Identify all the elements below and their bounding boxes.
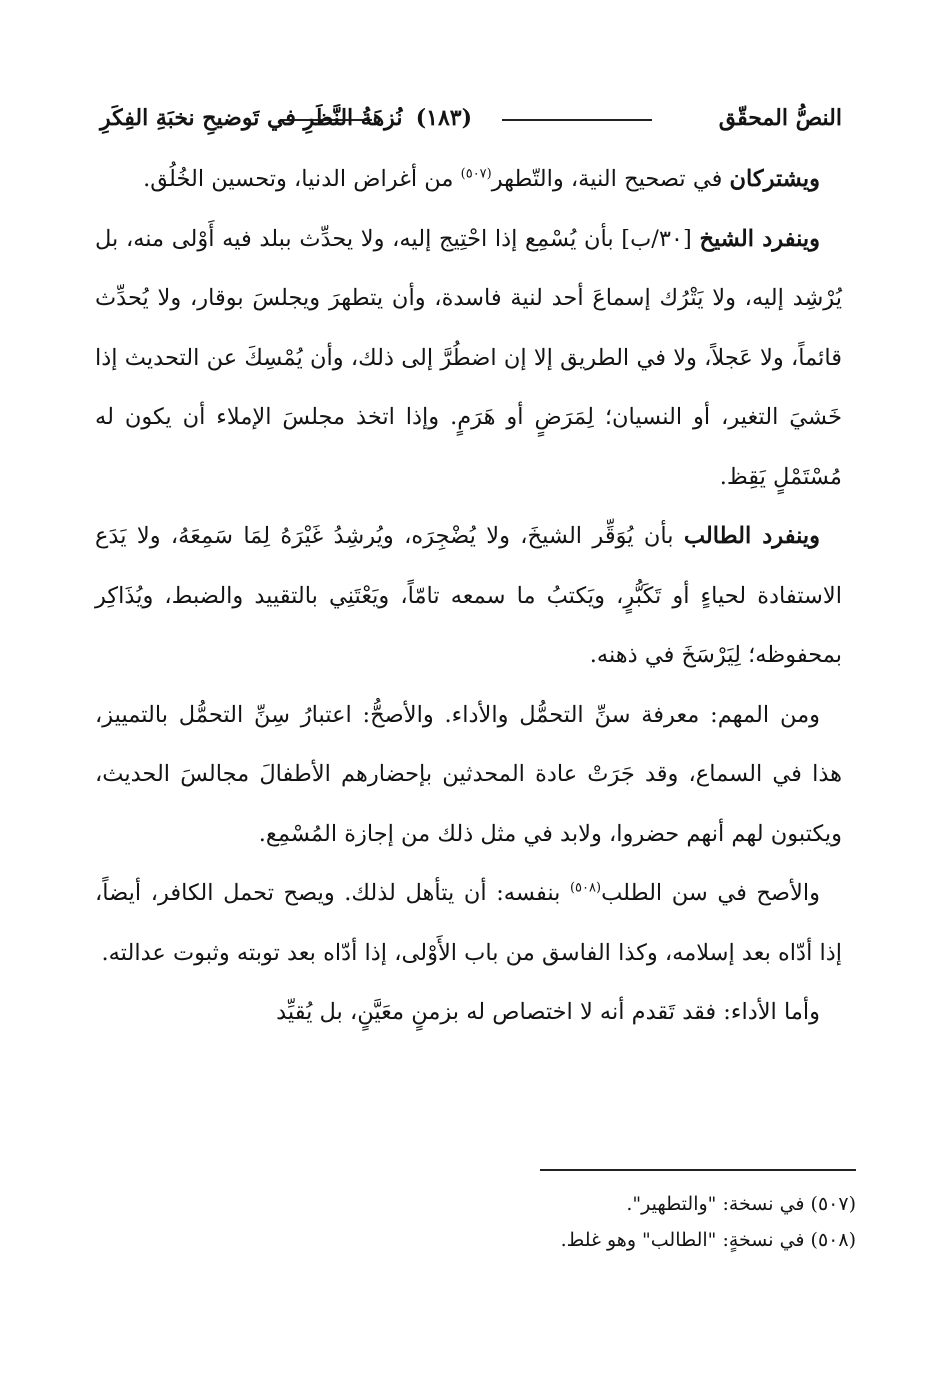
footnotes: [256, 1186, 856, 1258]
paragraph: [95, 150, 842, 210]
paragraph-lead: وينفرد الشيخ: [699, 225, 821, 252]
book-title: نُزهَةُ النَّظَرِ في تَوضيحِ نخبَةِ الفِكَرِ: [100, 105, 403, 131]
footnote-separator: [540, 1169, 856, 1171]
paragraph: [95, 686, 842, 865]
paragraph: [95, 507, 842, 686]
paragraph-lead: ويشتركان: [729, 166, 820, 192]
paragraph-text: في تصحيح النية، والتّطهر: [491, 166, 730, 192]
footnote: (٥٠٧) في نسخة: "والتطهير".: [626, 1193, 856, 1215]
paragraph-text: وأما الأداء: فقد تَقدم أنه لا اختصاص له بزمنٍ معَيَّنٍ، بل يُقيِّد: [276, 999, 820, 1025]
paragraph-text: بنفسه: أن يتأهل لذلك. ويصح تحمل الكافر، أيضاً، إذا أدّاه بعد إسلامه، وكذا الفاسق من باب الأَوْلى، إذا أدّاه بعد توبته وثبوت عدالته.: [95, 880, 842, 966]
paragraph: [95, 864, 842, 983]
paragraph-lead: وينفرد الطالب: [683, 523, 820, 549]
paragraph: [95, 983, 842, 1043]
footnote-ref: (٥٠٨): [569, 880, 602, 896]
page-number: (١٨٣): [415, 105, 472, 131]
paragraph-text: من أغراض الدنيا، وتحسين الخُلُق.: [143, 166, 461, 192]
running-header: [100, 98, 842, 138]
paragraph-text: والأصح في سن الطلب: [601, 880, 820, 906]
paragraph-text: [٣٠/ب] بأن يُسْمِع إذا احْتِيج إليه، ولا يحدِّث ببلد فيه أَوْلى منه، بل يُرْشِد إليه، ولا يَتْرُك إسماعَ أحد لنية فاسدة، وأن يتطهرَ ويجلسَ بوقار، ولا يُحدِّث قائماً، ولا عَجلاً، ولا في الطريق إلا إن اضطُرَّ إلى ذلك، وأن يُمْسِكَ عن التحديث إذا خَشيَ التغير، أو النسيان؛ لِمَرَضٍ أو هَرَمٍ. وإذا اتخذ مجلسَ الإملاء أن يكون له مُسْتَمْلٍ يَقِظ.: [95, 225, 842, 490]
paragraph: [95, 210, 842, 508]
paragraph-text: بأن يُوَقِّر الشيخَ، ولا يُضْجِرَه، ويُرشِدُ غَيْرَهُ لِمَا سَمِعَهُ، ولا يَدَع الاستفادة لحياءٍ أو تَكَبُّرٍ، ويَكتبُ ما سمعه تامّاً، ويَعْتَنِي بالتقييد والضبط، ويُذَاكِر بمحفوظه؛ لِيَرْسَخَ في ذهنه.: [95, 523, 842, 668]
section-title: النصُّ المحقّق: [718, 105, 842, 131]
header-rule: [502, 119, 652, 121]
paragraph-text: ومن المهم: معرفة سنِّ التحمُّل والأداء. والأصحُّ: اعتبارُ سِنِّ التحمُّل بالتمييز، هذا في السماع، وقد جَرَتْ عادة المحدثين بإحضارهم الأطفالَ مجالسَ الحديث، ويكتبون لهم أنهم حضروا، ولابد في مثل ذلك من إجازة المُسْمِع.: [95, 701, 842, 847]
main-text: [95, 150, 842, 1043]
footnote-ref: (٥٠٧): [460, 166, 492, 182]
footnote: (٥٠٨) في نسخةٍ: "الطالب" وهو غلط.: [560, 1229, 856, 1251]
